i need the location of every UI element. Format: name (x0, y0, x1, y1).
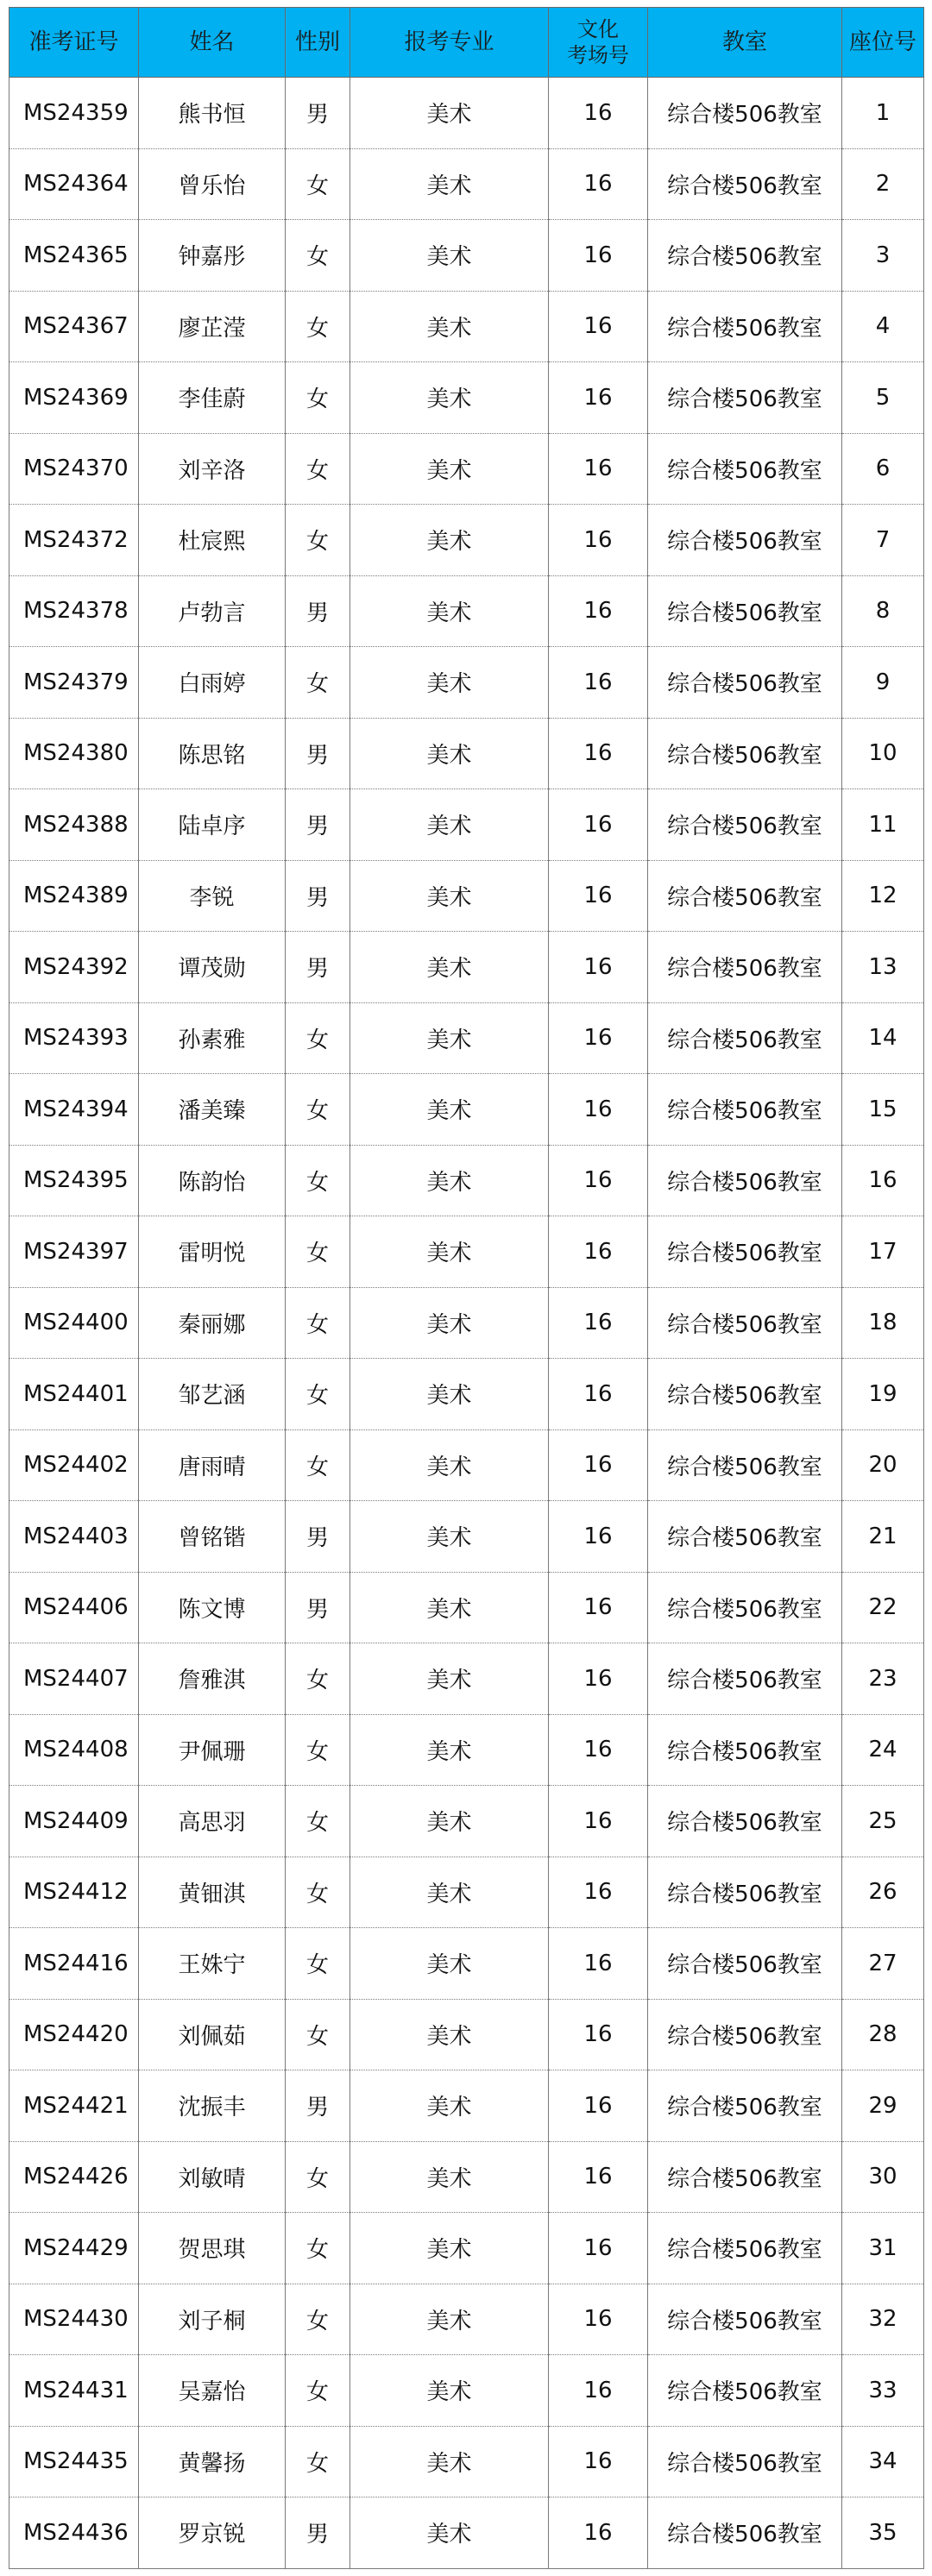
cell-major: 美术 (350, 2497, 549, 2569)
table-row (9, 932, 924, 1003)
table-row (9, 362, 924, 434)
table-row (9, 1786, 924, 1857)
cell-seat: 17 (842, 1216, 924, 1288)
table-row (9, 220, 924, 292)
cell-name: 陈韵怡 (139, 1145, 286, 1216)
cell-exam-id: MS24394 (9, 1074, 139, 1146)
cell-exam-room: 16 (549, 1429, 648, 1501)
table-row (9, 2355, 924, 2427)
cell-major: 美术 (350, 1999, 549, 2070)
cell-major: 美术 (350, 1501, 549, 1573)
cell-exam-room: 16 (549, 505, 648, 576)
cell-major: 美术 (350, 220, 549, 292)
cell-seat: 13 (842, 932, 924, 1003)
table-row (9, 575, 924, 647)
cell-exam-id: MS24378 (9, 575, 139, 647)
table-row (9, 1501, 924, 1573)
cell-name: 陆卓序 (139, 789, 286, 861)
cell-name: 刘敏晴 (139, 2141, 286, 2213)
cell-gender: 女 (286, 1002, 350, 1074)
table-row (9, 718, 924, 789)
cell-classroom: 综合楼506教室 (648, 1857, 842, 1928)
cell-exam-room: 16 (549, 1216, 648, 1288)
cell-major: 美术 (350, 860, 549, 932)
header-exam-room-line2: 考场号 (567, 43, 629, 67)
table-row (9, 505, 924, 576)
cell-seat: 4 (842, 291, 924, 362)
cell-name: 黄馨扬 (139, 2426, 286, 2497)
table-header (9, 8, 924, 78)
cell-gender: 女 (286, 148, 350, 220)
table-row (9, 1074, 924, 1146)
cell-seat: 1 (842, 78, 924, 149)
cell-exam-room: 16 (549, 2284, 648, 2355)
cell-seat: 12 (842, 860, 924, 932)
table-row (9, 789, 924, 861)
cell-gender: 女 (286, 647, 350, 719)
cell-exam-room: 16 (549, 718, 648, 789)
cell-classroom: 综合楼506教室 (648, 860, 842, 932)
cell-exam-room: 16 (549, 1002, 648, 1074)
cell-exam-room: 16 (549, 78, 648, 149)
header-major: 报考专业 (350, 8, 549, 78)
cell-classroom: 综合楼506教室 (648, 932, 842, 1003)
cell-classroom: 综合楼506教室 (648, 1429, 842, 1501)
cell-exam-room: 16 (549, 2070, 648, 2142)
cell-seat: 3 (842, 220, 924, 292)
cell-exam-id: MS24370 (9, 433, 139, 505)
cell-major: 美术 (350, 1429, 549, 1501)
cell-classroom: 综合楼506教室 (648, 362, 842, 434)
table-row (9, 433, 924, 505)
cell-classroom: 综合楼506教室 (648, 789, 842, 861)
cell-seat: 16 (842, 1145, 924, 1216)
table-row (9, 1216, 924, 1288)
cell-exam-id: MS24426 (9, 2141, 139, 2213)
table-row (9, 1999, 924, 2070)
cell-gender: 女 (286, 1359, 350, 1430)
cell-name: 雷明悦 (139, 1216, 286, 1288)
cell-gender: 女 (286, 1074, 350, 1146)
cell-classroom: 综合楼506教室 (648, 1359, 842, 1430)
cell-seat: 35 (842, 2497, 924, 2569)
cell-name: 陈文博 (139, 1572, 286, 1643)
cell-name: 尹佩珊 (139, 1714, 286, 1786)
cell-exam-room: 16 (549, 1074, 648, 1146)
cell-exam-room: 16 (549, 2497, 648, 2569)
cell-exam-id: MS24392 (9, 932, 139, 1003)
cell-exam-id: MS24431 (9, 2355, 139, 2427)
cell-exam-room: 16 (549, 2426, 648, 2497)
table-row (9, 1857, 924, 1928)
cell-exam-id: MS24380 (9, 718, 139, 789)
cell-gender: 女 (286, 362, 350, 434)
seating-table-container (9, 7, 923, 2569)
cell-classroom: 综合楼506教室 (648, 1928, 842, 2000)
cell-seat: 28 (842, 1999, 924, 2070)
cell-major: 美术 (350, 718, 549, 789)
table-row (9, 2141, 924, 2213)
cell-exam-room: 16 (549, 1643, 648, 1715)
header-gender: 性别 (286, 8, 350, 78)
cell-exam-id: MS24400 (9, 1287, 139, 1359)
cell-classroom: 综合楼506教室 (648, 1643, 842, 1715)
cell-exam-room: 16 (549, 433, 648, 505)
cell-gender: 女 (286, 220, 350, 292)
cell-name: 白雨婷 (139, 647, 286, 719)
cell-gender: 男 (286, 789, 350, 861)
cell-major: 美术 (350, 148, 549, 220)
cell-classroom: 综合楼506教室 (648, 1145, 842, 1216)
cell-exam-id: MS24364 (9, 148, 139, 220)
cell-exam-room: 16 (549, 291, 648, 362)
table-row (9, 2284, 924, 2355)
cell-name: 刘辛洛 (139, 433, 286, 505)
cell-exam-room: 16 (549, 860, 648, 932)
cell-classroom: 综合楼506教室 (648, 1287, 842, 1359)
cell-gender: 男 (286, 2070, 350, 2142)
cell-major: 美术 (350, 2284, 549, 2355)
header-name: 姓名 (139, 8, 286, 78)
cell-name: 秦丽娜 (139, 1287, 286, 1359)
cell-exam-id: MS24397 (9, 1216, 139, 1288)
cell-exam-room: 16 (549, 1714, 648, 1786)
cell-gender: 男 (286, 718, 350, 789)
cell-name: 孙素雅 (139, 1002, 286, 1074)
table-row (9, 1928, 924, 2000)
cell-classroom: 综合楼506教室 (648, 2355, 842, 2427)
cell-name: 邹艺涵 (139, 1359, 286, 1430)
cell-exam-id: MS24408 (9, 1714, 139, 1786)
cell-exam-id: MS24369 (9, 362, 139, 434)
cell-name: 贺思琪 (139, 2213, 286, 2284)
cell-name: 杜宸熙 (139, 505, 286, 576)
cell-name: 罗京锐 (139, 2497, 286, 2569)
cell-classroom: 综合楼506教室 (648, 433, 842, 505)
cell-gender: 女 (286, 1429, 350, 1501)
cell-seat: 6 (842, 433, 924, 505)
cell-major: 美术 (350, 932, 549, 1003)
cell-major: 美术 (350, 575, 549, 647)
cell-exam-id: MS24395 (9, 1145, 139, 1216)
cell-seat: 19 (842, 1359, 924, 1430)
cell-seat: 30 (842, 2141, 924, 2213)
cell-exam-room: 16 (549, 1928, 648, 2000)
cell-seat: 18 (842, 1287, 924, 1359)
cell-exam-id: MS24401 (9, 1359, 139, 1430)
cell-major: 美术 (350, 2070, 549, 2142)
cell-classroom: 综合楼506教室 (648, 2284, 842, 2355)
cell-classroom: 综合楼506教室 (648, 1074, 842, 1146)
cell-exam-id: MS24389 (9, 860, 139, 932)
cell-gender: 女 (286, 2284, 350, 2355)
cell-gender: 女 (286, 291, 350, 362)
cell-classroom: 综合楼506教室 (648, 1714, 842, 1786)
cell-classroom: 综合楼506教室 (648, 78, 842, 149)
table-row (9, 1287, 924, 1359)
cell-gender: 女 (286, 1928, 350, 2000)
exam-seating-table (9, 7, 924, 2569)
cell-exam-id: MS24393 (9, 1002, 139, 1074)
cell-seat: 31 (842, 2213, 924, 2284)
table-row (9, 2213, 924, 2284)
cell-major: 美术 (350, 1145, 549, 1216)
cell-classroom: 综合楼506教室 (648, 1999, 842, 2070)
cell-gender: 男 (286, 1572, 350, 1643)
cell-gender: 女 (286, 1287, 350, 1359)
cell-major: 美术 (350, 1857, 549, 1928)
cell-major: 美术 (350, 291, 549, 362)
cell-gender: 男 (286, 860, 350, 932)
table-row (9, 1429, 924, 1501)
cell-classroom: 综合楼506教室 (648, 575, 842, 647)
cell-exam-room: 16 (549, 1786, 648, 1857)
cell-classroom: 综合楼506教室 (648, 1216, 842, 1288)
cell-name: 刘佩茹 (139, 1999, 286, 2070)
cell-major: 美术 (350, 647, 549, 719)
cell-major: 美术 (350, 1216, 549, 1288)
cell-major: 美术 (350, 2213, 549, 2284)
cell-gender: 女 (286, 433, 350, 505)
cell-gender: 男 (286, 78, 350, 149)
cell-exam-id: MS24407 (9, 1643, 139, 1715)
cell-seat: 11 (842, 789, 924, 861)
table-row (9, 1714, 924, 1786)
cell-seat: 22 (842, 1572, 924, 1643)
cell-major: 美术 (350, 1572, 549, 1643)
cell-exam-room: 16 (549, 1999, 648, 2070)
header-seat: 座位号 (842, 8, 924, 78)
cell-exam-room: 16 (549, 220, 648, 292)
cell-seat: 32 (842, 2284, 924, 2355)
table-row (9, 860, 924, 932)
cell-gender: 女 (286, 1145, 350, 1216)
cell-gender: 女 (286, 1999, 350, 2070)
cell-exam-room: 16 (549, 1287, 648, 1359)
cell-gender: 女 (286, 2355, 350, 2427)
header-exam-room (549, 8, 648, 78)
table-row (9, 647, 924, 719)
header-row (9, 8, 924, 78)
cell-exam-room: 16 (549, 1857, 648, 1928)
cell-seat: 2 (842, 148, 924, 220)
cell-name: 曾铭锴 (139, 1501, 286, 1573)
table-row (9, 2070, 924, 2142)
header-classroom: 教室 (648, 8, 842, 78)
cell-name: 黄钿淇 (139, 1857, 286, 1928)
cell-major: 美术 (350, 1928, 549, 2000)
cell-exam-room: 16 (549, 362, 648, 434)
cell-gender: 女 (286, 1643, 350, 1715)
cell-seat: 7 (842, 505, 924, 576)
cell-name: 吴嘉怡 (139, 2355, 286, 2427)
cell-seat: 26 (842, 1857, 924, 1928)
cell-seat: 29 (842, 2070, 924, 2142)
cell-exam-id: MS24402 (9, 1429, 139, 1501)
cell-exam-room: 16 (549, 2141, 648, 2213)
table-row (9, 291, 924, 362)
cell-exam-id: MS24409 (9, 1786, 139, 1857)
cell-classroom: 综合楼506教室 (648, 291, 842, 362)
cell-name: 沈振丰 (139, 2070, 286, 2142)
cell-major: 美术 (350, 1002, 549, 1074)
table-row (9, 1359, 924, 1430)
cell-classroom: 综合楼506教室 (648, 1002, 842, 1074)
cell-classroom: 综合楼506教室 (648, 1501, 842, 1573)
cell-classroom: 综合楼506教室 (648, 718, 842, 789)
table-row (9, 1002, 924, 1074)
cell-exam-room: 16 (549, 1572, 648, 1643)
cell-exam-room: 16 (549, 932, 648, 1003)
cell-exam-room: 16 (549, 647, 648, 719)
cell-exam-room: 16 (549, 575, 648, 647)
cell-seat: 15 (842, 1074, 924, 1146)
cell-seat: 23 (842, 1643, 924, 1715)
cell-exam-id: MS24372 (9, 505, 139, 576)
cell-name: 熊书恒 (139, 78, 286, 149)
cell-name: 廖芷滢 (139, 291, 286, 362)
cell-exam-id: MS24359 (9, 78, 139, 149)
cell-name: 詹雅淇 (139, 1643, 286, 1715)
cell-gender: 女 (286, 1216, 350, 1288)
cell-seat: 27 (842, 1928, 924, 2000)
cell-name: 李锐 (139, 860, 286, 932)
header-id: 准考证号 (9, 8, 139, 78)
table-row (9, 2497, 924, 2569)
cell-major: 美术 (350, 1074, 549, 1146)
table-row (9, 78, 924, 149)
cell-exam-id: MS24430 (9, 2284, 139, 2355)
cell-exam-id: MS24420 (9, 1999, 139, 2070)
cell-exam-id: MS24429 (9, 2213, 139, 2284)
cell-exam-id: MS24388 (9, 789, 139, 861)
table-row (9, 2426, 924, 2497)
cell-major: 美术 (350, 1643, 549, 1715)
cell-gender: 女 (286, 2426, 350, 2497)
cell-name: 李佳蔚 (139, 362, 286, 434)
cell-seat: 25 (842, 1786, 924, 1857)
cell-name: 曾乐怡 (139, 148, 286, 220)
table-row (9, 1145, 924, 1216)
cell-exam-id: MS24435 (9, 2426, 139, 2497)
cell-classroom: 综合楼506教室 (648, 2070, 842, 2142)
cell-name: 陈思铭 (139, 718, 286, 789)
cell-seat: 20 (842, 1429, 924, 1501)
cell-major: 美术 (350, 1287, 549, 1359)
cell-classroom: 综合楼506教室 (648, 647, 842, 719)
cell-seat: 5 (842, 362, 924, 434)
cell-exam-room: 16 (549, 148, 648, 220)
cell-gender: 女 (286, 1786, 350, 1857)
cell-major: 美术 (350, 1359, 549, 1430)
cell-seat: 24 (842, 1714, 924, 1786)
cell-major: 美术 (350, 362, 549, 434)
cell-exam-id: MS24403 (9, 1501, 139, 1573)
cell-major: 美术 (350, 2355, 549, 2427)
cell-gender: 男 (286, 932, 350, 1003)
cell-gender: 男 (286, 1501, 350, 1573)
cell-exam-room: 16 (549, 1359, 648, 1430)
cell-exam-id: MS24436 (9, 2497, 139, 2569)
cell-major: 美术 (350, 1786, 549, 1857)
cell-exam-room: 16 (549, 1145, 648, 1216)
cell-gender: 女 (286, 2213, 350, 2284)
cell-classroom: 综合楼506教室 (648, 2497, 842, 2569)
cell-exam-id: MS24412 (9, 1857, 139, 1928)
cell-exam-room: 16 (549, 2355, 648, 2427)
cell-seat: 14 (842, 1002, 924, 1074)
cell-name: 潘美臻 (139, 1074, 286, 1146)
cell-name: 刘子桐 (139, 2284, 286, 2355)
cell-exam-room: 16 (549, 789, 648, 861)
cell-gender: 女 (286, 2141, 350, 2213)
cell-gender: 男 (286, 2497, 350, 2569)
cell-major: 美术 (350, 789, 549, 861)
table-body (9, 78, 924, 2569)
cell-major: 美术 (350, 2426, 549, 2497)
cell-seat: 21 (842, 1501, 924, 1573)
table-row (9, 148, 924, 220)
cell-seat: 9 (842, 647, 924, 719)
table-row (9, 1643, 924, 1715)
cell-exam-id: MS24379 (9, 647, 139, 719)
cell-gender: 女 (286, 505, 350, 576)
cell-gender: 男 (286, 575, 350, 647)
table-row (9, 1572, 924, 1643)
cell-classroom: 综合楼506教室 (648, 2426, 842, 2497)
cell-gender: 女 (286, 1714, 350, 1786)
cell-exam-id: MS24416 (9, 1928, 139, 2000)
cell-name: 谭茂勋 (139, 932, 286, 1003)
cell-name: 钟嘉彤 (139, 220, 286, 292)
cell-exam-id: MS24367 (9, 291, 139, 362)
cell-major: 美术 (350, 2141, 549, 2213)
cell-exam-room: 16 (549, 2213, 648, 2284)
cell-name: 王姝宁 (139, 1928, 286, 2000)
cell-classroom: 综合楼506教室 (648, 1572, 842, 1643)
cell-name: 唐雨晴 (139, 1429, 286, 1501)
cell-classroom: 综合楼506教室 (648, 2213, 842, 2284)
cell-major: 美术 (350, 505, 549, 576)
cell-exam-id: MS24406 (9, 1572, 139, 1643)
cell-exam-room: 16 (549, 1501, 648, 1573)
cell-seat: 33 (842, 2355, 924, 2427)
cell-classroom: 综合楼506教室 (648, 2141, 842, 2213)
cell-classroom: 综合楼506教室 (648, 148, 842, 220)
cell-classroom: 综合楼506教室 (648, 505, 842, 576)
cell-gender: 女 (286, 1857, 350, 1928)
cell-major: 美术 (350, 1714, 549, 1786)
cell-exam-id: MS24365 (9, 220, 139, 292)
cell-major: 美术 (350, 78, 549, 149)
cell-classroom: 综合楼506教室 (648, 220, 842, 292)
cell-classroom: 综合楼506教室 (648, 1786, 842, 1857)
cell-name: 卢勃言 (139, 575, 286, 647)
cell-seat: 10 (842, 718, 924, 789)
cell-seat: 8 (842, 575, 924, 647)
cell-seat: 34 (842, 2426, 924, 2497)
cell-major: 美术 (350, 433, 549, 505)
header-exam-room-line1: 文化 (577, 17, 619, 41)
cell-exam-id: MS24421 (9, 2070, 139, 2142)
cell-name: 高思羽 (139, 1786, 286, 1857)
